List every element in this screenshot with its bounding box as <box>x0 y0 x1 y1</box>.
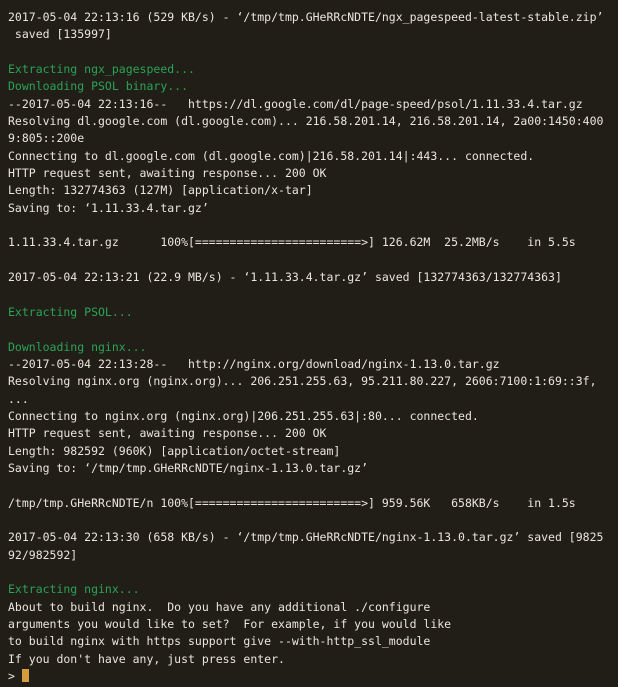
terminal-line <box>8 564 618 581</box>
terminal-line: Connecting to dl.google.com (dl.google.com)|216.58.201.14|:443... connected. <box>8 148 535 163</box>
terminal-line: Resolving dl.google.com (dl.google.com)... 216.58.201.14, 216.58.201.14, 2a00:1450:400 <box>8 114 604 129</box>
terminal-line: 2017-05-04 22:13:16 (529 KB/s) - ‘/tmp/tmp.GHeRRcNDTE/ngx_pagespeed-latest-stable.zip’ <box>8 10 604 24</box>
terminal-line: --2017-05-04 22:13:16-- https://dl.google.com/dl/page-speed/psol/1.11.33.4.tar.gz <box>8 96 583 111</box>
terminal-line: 9:805::200e <box>8 131 85 146</box>
prompt-chevron: > <box>8 669 22 684</box>
terminal-line-status: Downloading nginx... <box>8 339 147 354</box>
terminal-line: HTTP request sent, awaiting response... 200 OK <box>8 166 327 181</box>
progress-bar-line: /tmp/tmp.GHeRRcNDTE/n 100%[========================>] 959.56K 658KB/s in 1.5s <box>8 495 576 510</box>
terminal-line-status: Extracting ngx_pagespeed... <box>8 62 195 77</box>
prompt-line[interactable] <box>8 668 618 685</box>
terminal-line-status: Extracting PSOL... <box>8 304 133 319</box>
terminal-line-status: Downloading PSOL binary... <box>8 79 189 94</box>
terminal-line <box>8 321 618 338</box>
terminal-line <box>8 512 618 529</box>
terminal-line: Length: 132774363 (127M) [application/x-tar] <box>8 183 313 198</box>
terminal-line: saved [135997] <box>8 27 112 42</box>
terminal-line: 92/982592] <box>8 547 78 562</box>
terminal-line: Connecting to nginx.org (nginx.org)|206.251.255.63|:80... connected. <box>8 408 479 423</box>
terminal-line <box>8 287 618 304</box>
terminal-line: Length: 982592 (960K) [application/octet-stream] <box>8 443 341 458</box>
terminal-line <box>8 252 618 269</box>
terminal-line: 2017-05-04 22:13:30 (658 KB/s) - ‘/tmp/tmp.GHeRRcNDTE/nginx-1.13.0.tar.gz’ saved [9825 <box>8 530 604 545</box>
terminal-line <box>8 477 618 494</box>
terminal-line: ... <box>8 391 29 406</box>
terminal-line <box>8 44 618 61</box>
terminal-line: --2017-05-04 22:13:28-- http://nginx.org/download/nginx-1.13.0.tar.gz <box>8 356 500 371</box>
terminal-line: If you don't have any, just press enter. <box>8 651 285 666</box>
terminal-line: HTTP request sent, awaiting response... 200 OK <box>8 426 327 441</box>
terminal-line: Saving to: ‘1.11.33.4.tar.gz’ <box>8 200 209 215</box>
terminal-line-status: Extracting nginx... <box>8 582 140 597</box>
terminal-line: arguments you would like to set? For example, if you would like <box>8 617 452 632</box>
block-cursor-icon <box>22 669 29 682</box>
terminal-line: About to build nginx. Do you have any additional ./configure <box>8 599 431 614</box>
terminal-line: 2017-05-04 22:13:21 (22.9 MB/s) - ‘1.11.33.4.tar.gz’ saved [132774363/132774363] <box>8 270 562 285</box>
terminal-line: to build nginx with https support give --with-http_ssl_module <box>8 634 431 649</box>
terminal-line: Saving to: ‘/tmp/tmp.GHeRRcNDTE/nginx-1.13.0.tar.gz’ <box>8 460 369 475</box>
terminal-line <box>8 217 618 234</box>
terminal-line: Resolving nginx.org (nginx.org)... 206.251.255.63, 95.211.80.227, 2606:7100:1:69::3f, <box>8 374 597 389</box>
progress-bar-line: 1.11.33.4.tar.gz 100%[========================>] 126.62M 25.2MB/s in 5.5s <box>8 235 576 250</box>
